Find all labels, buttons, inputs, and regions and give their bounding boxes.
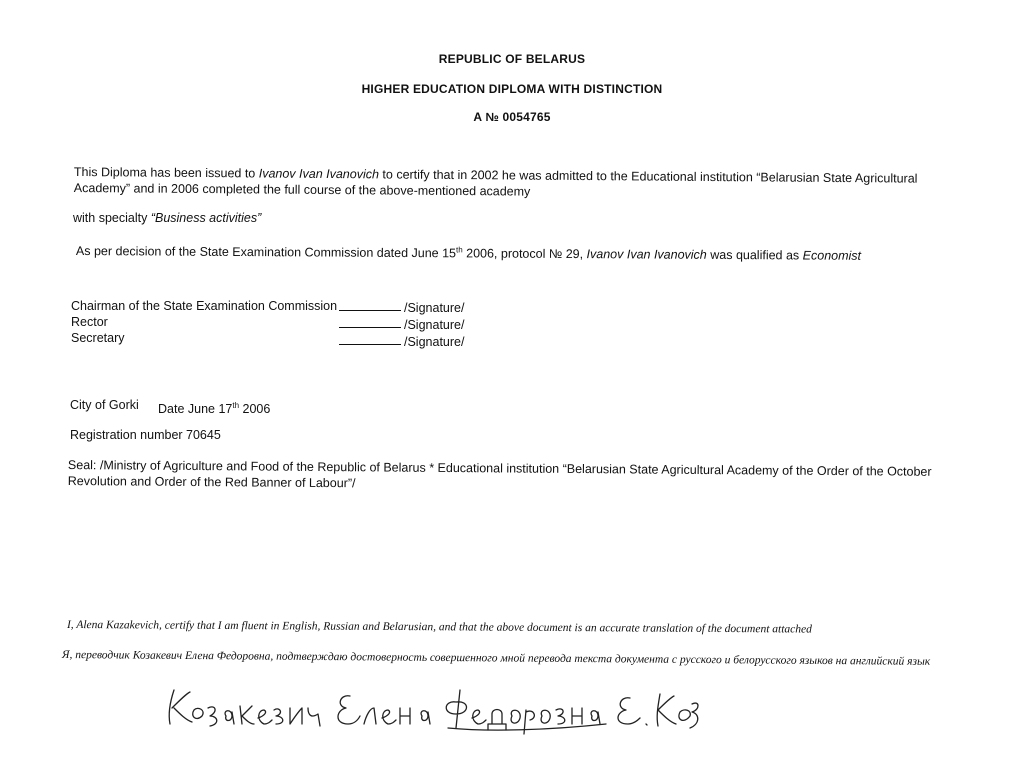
handwritten-stroke (193, 708, 203, 718)
handwritten-stroke (446, 690, 466, 728)
handwritten-stroke (646, 724, 647, 725)
signature-line (339, 344, 401, 345)
signature-role-rector: Rector (71, 315, 108, 329)
diploma-title: HIGHER EDUCATION DIPLOMA WITH DISTINCTION (361, 82, 663, 96)
handwritten-stroke (572, 708, 582, 724)
specialty-label: with specialty (73, 211, 151, 225)
specialty-line (73, 210, 261, 226)
handwritten-stroke (240, 706, 254, 724)
handwritten-stroke (290, 708, 302, 724)
qualification-value: Economist (802, 248, 862, 263)
handwritten-stroke (541, 710, 550, 723)
handwritten-stroke (657, 694, 676, 726)
handwritten-stroke (448, 724, 606, 730)
signature-role-secretary: Secretary (71, 331, 125, 345)
signature-placeholder: /Signature/ (404, 301, 465, 315)
graduate-name-repeat: Ivanov Ivan Ivanovich (586, 247, 707, 262)
handwritten-stroke (472, 710, 486, 724)
day-suffix: th (455, 245, 463, 255)
handwritten-stroke (169, 690, 192, 724)
issue-city: City of Gorki (70, 398, 139, 412)
country-heading: REPUBLIC OF BELARUS (438, 52, 586, 66)
handwritten-stroke (679, 710, 690, 720)
graduate-name: Ivanov Ivan Ivanovich (258, 166, 380, 182)
handwritten-stroke (690, 703, 698, 728)
signature-line (339, 327, 401, 328)
issue-date (158, 398, 270, 417)
handwritten-stroke (556, 709, 565, 724)
registration-number: Registration number 70645 (70, 428, 221, 442)
issuance-text-end: to certify that in 2002 he was admitted to the Educational institution “Belarusian State Agricultural Academy” and in 2006 completed the full course of the above-mentioned academy (73, 167, 918, 199)
handwritten-stroke (400, 708, 410, 724)
qualification-text-c: was qualified as (706, 247, 803, 263)
diploma-number: A № 0054765 (473, 110, 551, 124)
handwritten-stroke (511, 710, 520, 723)
handwritten-stroke (591, 711, 600, 724)
handwritten-stroke (382, 710, 396, 724)
signature-mark-rector (339, 317, 464, 333)
handwritten-stroke (308, 708, 320, 726)
handwritten-stroke (274, 709, 283, 724)
handwritten-stroke (208, 707, 217, 726)
signature-placeholder: /Signature/ (404, 318, 465, 332)
handwritten-stroke (618, 698, 640, 724)
issue-date-text: Date June 17 (158, 402, 233, 416)
specialty-value: “Business activities” (150, 211, 262, 225)
signature-mark-chairman (339, 300, 464, 316)
qualification-text-b: 2006, protocol № 29, (462, 246, 587, 262)
handwritten-signature-image (160, 680, 700, 740)
handwritten-stroke (258, 710, 272, 724)
signature-mark-secretary (339, 334, 464, 350)
handwritten-stroke (364, 708, 376, 724)
issue-date-suffix: th (232, 401, 240, 410)
signature-role-chairman: Chairman of the State Examination Commission (71, 299, 338, 313)
handwritten-stroke (488, 710, 506, 731)
translator-certification-english: I, Alena Kazakevich, certify that I am fluent in English, Russian and Belarusian, and that the above document is an accurate translation of the document attached (66, 619, 812, 636)
issue-date-year: 2006 (239, 402, 271, 416)
signature-placeholder: /Signature/ (404, 335, 465, 349)
issuance-text-start: This Diploma has been issued to (73, 164, 259, 181)
qualification-paragraph (76, 240, 861, 264)
qualification-text-a: As per decision of the State Examination Commission dated June 15 (75, 243, 457, 261)
handwritten-stroke (421, 711, 430, 724)
handwritten-stroke (338, 696, 360, 724)
handwritten-stroke (225, 711, 234, 724)
translator-certification-russian: Я, переводчик Козакевич Елена Федоровна, подтверждаю достоверность совершенного мной перевода текста документа с русского и белорусского языков на английский язык (61, 649, 931, 668)
seal-description: Seal: /Ministry of Agriculture and Food of the Republic of Belarus * Educational institution “Belarusian State Agricultural Academy of the Order of the October Revolution and Order of the Red Banner of Labour”/ (67, 457, 932, 491)
signature-line (339, 310, 401, 311)
issuance-paragraph (74, 164, 944, 203)
